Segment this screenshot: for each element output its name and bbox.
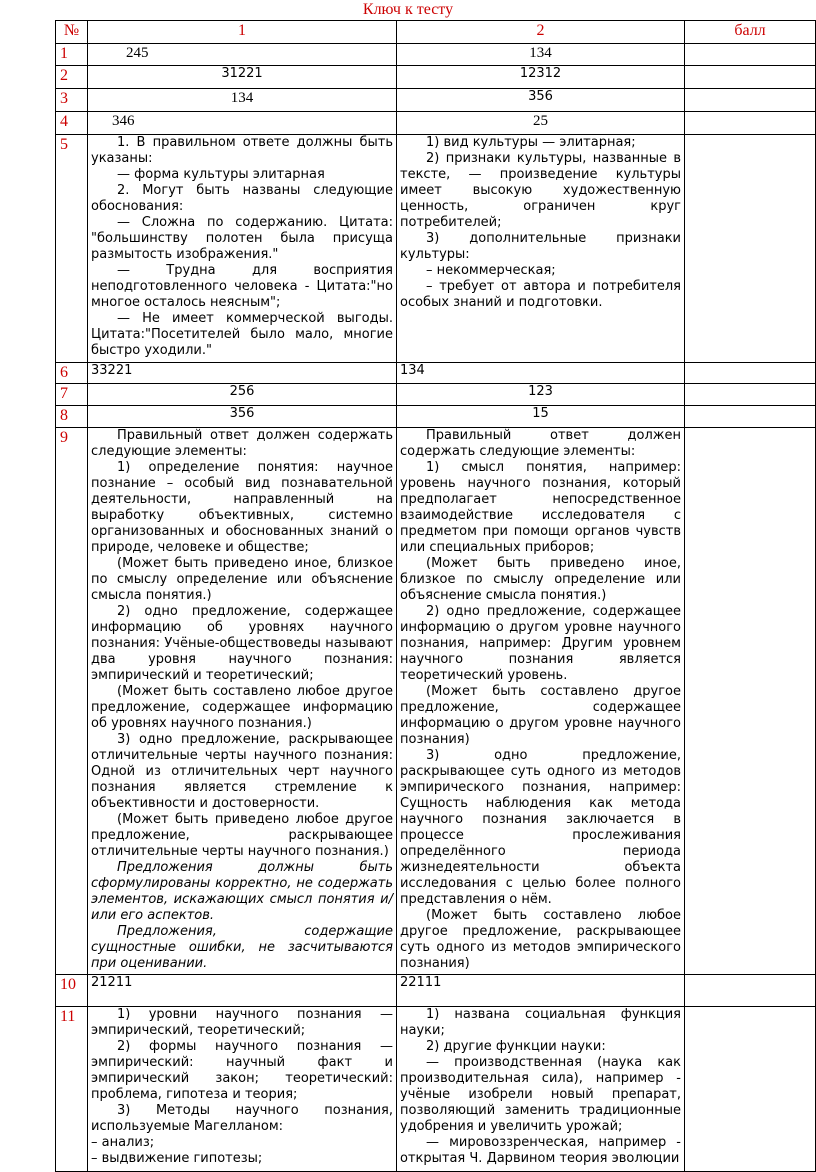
answer-note: Предложения, содержащие сущностные ошибки, не засчитываются при оценивании. <box>91 924 393 971</box>
row-number: 9 <box>56 428 88 975</box>
answer-col1 <box>88 428 397 975</box>
answer-paragraph: Правильный ответ должен содержать следующие элементы: <box>91 428 393 459</box>
table-row <box>56 428 816 975</box>
answer-col2: 134 <box>397 363 685 384</box>
answer-col1: 256 <box>88 384 397 406</box>
answer-paragraph: — Трудна для восприятия неподготовленного человека - Цитата:"но многое осталось неясным"; <box>91 263 393 310</box>
score-cell <box>685 135 816 363</box>
answer-paragraph: Правильный ответ должен содержать следующие элементы: <box>400 428 681 459</box>
answer-paragraph: (Может быть приведено любое другое предложение, раскрывающее отличительные черты научного познания.) <box>91 812 393 859</box>
row-number: 10 <box>56 975 88 1007</box>
answer-paragraph: 2) формы научного познания — эмпирический: научный факт и эмпирический закон; теоретический: проблема, гипотеза и теория; <box>91 1039 393 1102</box>
table-row <box>56 89 816 112</box>
answer-col1: 245 <box>88 44 397 66</box>
answer-paragraph: 1) смысл понятия, например: уровень научного познания, который предполагает непосредственное взаимодействие исследователя с предметом при помощи органов чувств или специальных приборов; <box>400 460 681 555</box>
answer-paragraph: 3) одно предложение, раскрывающее суть одного из методов эмпирического познания, например: Сущность наблюдения как метода научного познания заключается в процессе прослеживания определённого периода жизнедеятельности объекта исследования с целью более полного представления о нём. <box>400 748 681 907</box>
row-number: 7 <box>56 384 88 406</box>
answer-paragraph: 1) вид культуры — элитарная; <box>426 135 636 150</box>
answer-paragraph: – выдвижение гипотезы; <box>91 1151 263 1166</box>
score-cell <box>685 44 816 66</box>
answer-paragraph: — Не имеет коммерческой выгоды. Цитата:"Посетителей было мало, многие быстро уходили." <box>91 311 393 358</box>
answer-paragraph: (Может быть составлено любое другое предложение, раскрывающее суть одного из методов эмпирического познания) <box>400 908 681 971</box>
answer-col1 <box>88 135 397 363</box>
table-row <box>56 135 816 363</box>
row-number: 2 <box>56 66 88 89</box>
header-col1: 1 <box>88 21 397 44</box>
answer-paragraph: (Может быть приведено иное, близкое по смыслу определение или объяснение смысла понятия.) <box>400 556 681 603</box>
answer-paragraph: — мировоззренческая, например - открытая Ч. Дарвином теория эволюции <box>400 1135 681 1166</box>
table-header-row <box>56 21 816 44</box>
answer-paragraph: 3) одно предложение, раскрывающее отличительные черты научного познания: Одной из отличительных черт научного познания является стремление к объективности и достоверности. <box>91 732 393 811</box>
answer-paragraph: – требует от автора и потребителя особых знаний и подготовки. <box>400 279 681 310</box>
header-col2: 2 <box>397 21 685 44</box>
answer-col2: 22111 <box>397 975 685 1007</box>
page-title: Ключ к тесту <box>362 1 454 18</box>
answer-col2 <box>397 135 685 363</box>
answer-col1: 346 <box>88 112 397 135</box>
answer-col2: 15 <box>397 406 685 428</box>
answer-paragraph: 2) признаки культуры, названные в тексте, — произведение культуры имеет высокую художественную ценность, ограничен круг потребителей; <box>400 151 681 230</box>
answer-col2: 356 <box>397 89 685 112</box>
answer-paragraph: — производственная (наука как производительная сила), например - учёные изобрели новый препарат, позволяющий заменить традиционные удобрения и увеличить урожай; <box>400 1055 681 1134</box>
answer-col1: 356 <box>88 406 397 428</box>
answer-paragraph: 1) названа социальная функция науки; <box>400 1007 681 1038</box>
answer-col2 <box>397 1007 685 1172</box>
table-row <box>56 44 816 66</box>
header-num: № <box>56 21 88 44</box>
answer-paragraph: (Может быть составлено другое предложение, содержащее информацию о другом уровне научного познания) <box>400 684 681 747</box>
answer-paragraph: – анализ; <box>91 1135 155 1150</box>
score-cell <box>685 112 816 135</box>
row-number: 8 <box>56 406 88 428</box>
answer-paragraph: 2) другие функции науки: <box>426 1039 606 1054</box>
answer-paragraph: 1) определение понятия: научное познание – особый вид познавательной деятельности, направленный на выработку объективных, системно организованных и обоснованных знаний о природе, человеке и обществе; <box>91 460 393 555</box>
score-cell <box>685 363 816 384</box>
answer-col1: 31221 <box>88 66 397 89</box>
answer-paragraph: 3) Методы научного познания, используемые Магелланом: <box>91 1103 393 1134</box>
answer-paragraph: 1. В правильном ответе должны быть указаны: <box>91 135 393 166</box>
answer-paragraph: 2) одно предложение, содержащее информацию о другом уровне научного познания, например: Другим уровнем научного познания является теоретический уровень. <box>400 604 681 683</box>
answer-paragraph: (Может быть составлено любое другое предложение, содержащее информацию об уровнях научного познания.) <box>91 684 393 731</box>
table-row <box>56 66 816 89</box>
answer-key-table <box>55 20 816 1172</box>
answer-paragraph: 3) дополнительные признаки культуры: <box>400 231 681 262</box>
table-row <box>56 363 816 384</box>
score-cell <box>685 406 816 428</box>
score-cell <box>685 384 816 406</box>
row-number: 5 <box>56 135 88 363</box>
table-row <box>56 975 816 1007</box>
answer-col1: 33221 <box>88 363 397 384</box>
answer-col2: 25 <box>397 112 685 135</box>
row-number: 11 <box>56 1007 88 1172</box>
answer-col1 <box>88 1007 397 1172</box>
answer-col1: 134 <box>88 89 397 112</box>
score-cell <box>685 975 816 1007</box>
answer-col1: 21211 <box>88 975 397 1007</box>
score-cell <box>685 66 816 89</box>
answer-paragraph: – некоммерческая; <box>426 263 556 278</box>
table-row <box>56 384 816 406</box>
score-cell <box>685 1007 816 1172</box>
answer-paragraph: (Может быть приведено иное, близкое по смыслу определение или объяснение смысла понятия.) <box>91 556 393 603</box>
answer-col2: 134 <box>397 44 685 66</box>
score-cell <box>685 89 816 112</box>
answer-paragraph: 1) уровни научного познания — эмпирический, теоретический; <box>91 1007 393 1038</box>
table-row <box>56 112 816 135</box>
answer-note: Предложения должны быть сформулированы корректно, не содержать элементов, искажающих смысл понятия и/или его аспектов. <box>91 860 393 923</box>
answer-col2: 12312 <box>397 66 685 89</box>
row-number: 4 <box>56 112 88 135</box>
answer-col2: 123 <box>397 384 685 406</box>
answer-paragraph: — Сложна по содержанию. Цитата: "большинству полотен была присуща размытость изображения." <box>91 215 393 262</box>
table-row <box>56 406 816 428</box>
row-number: 3 <box>56 89 88 112</box>
table-row <box>56 1007 816 1172</box>
answer-col2 <box>397 428 685 975</box>
answer-paragraph: 2) одно предложение, содержащее информацию об уровнях научного познания: Учёные-обществоведы называют два уровня научного познания: эмпирический и теоретический; <box>91 604 393 683</box>
score-cell <box>685 428 816 975</box>
row-number: 6 <box>56 363 88 384</box>
row-number: 1 <box>56 44 88 66</box>
answer-paragraph: — форма культуры элитарная <box>117 167 325 182</box>
answer-paragraph: 2. Могут быть названы следующие обоснования: <box>91 183 393 214</box>
header-score: балл <box>685 21 816 44</box>
